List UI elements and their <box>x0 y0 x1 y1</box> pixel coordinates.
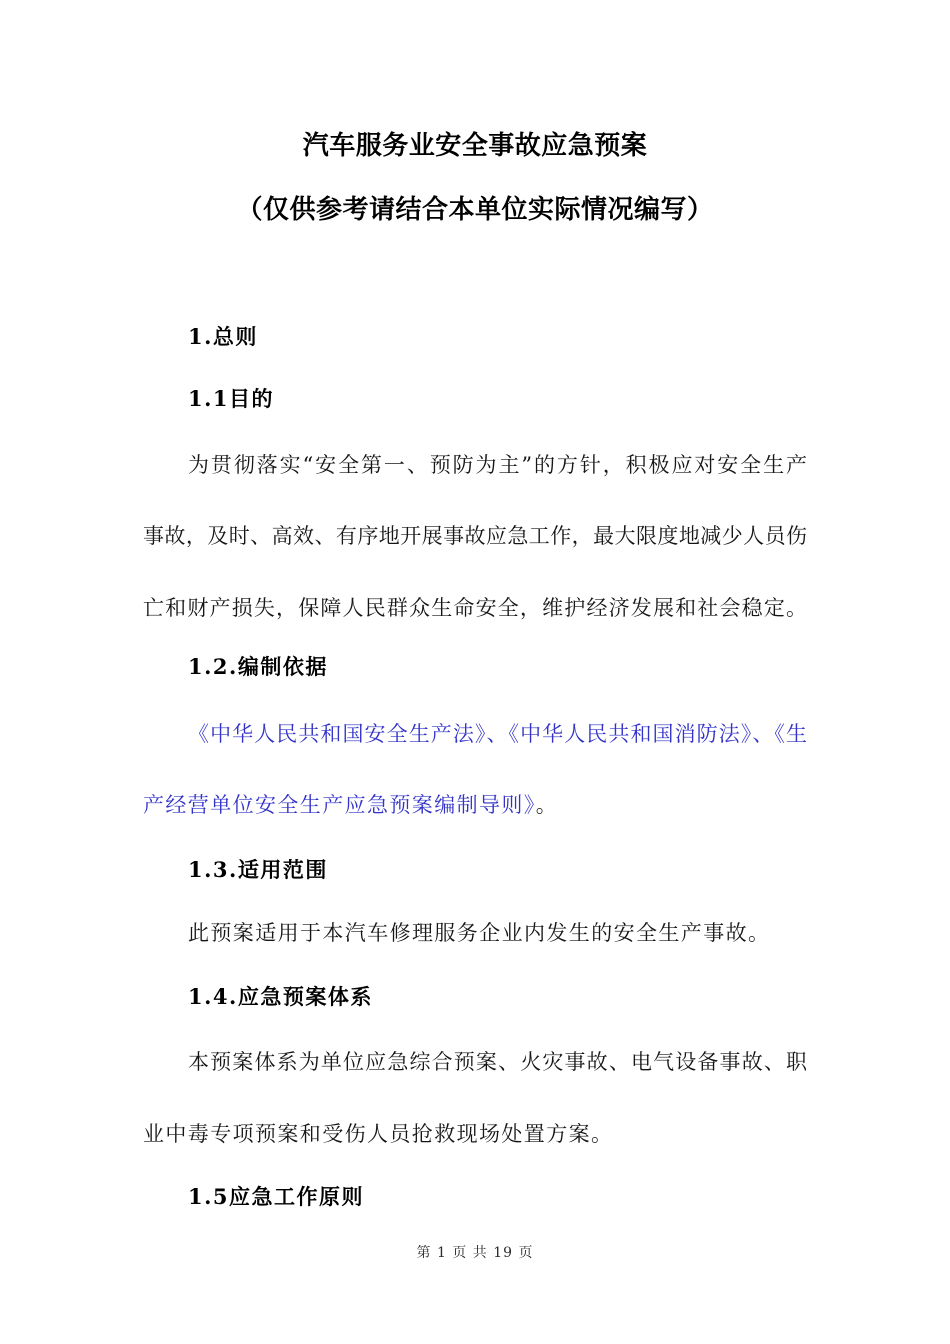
legal-reference-link-line-2 <box>143 790 807 820</box>
legal-reference-link-line-1[interactable]: 《中华人民共和国安全生产法》、《中华人民共和国消防法》、《生 <box>188 722 807 746</box>
sentence-period: 。 <box>535 793 559 817</box>
paragraph-purpose-line-1: 为贯彻落实“安全第一、预防为主”的方针，积极应对安全生产 <box>188 453 807 477</box>
section-heading-1-4: 1.4.应急预案体系 <box>188 984 373 1009</box>
document-title: 汽车服务业安全事故应急预案 <box>302 131 648 161</box>
section-heading-1: 1.总则 <box>188 324 258 349</box>
paragraph-plan-system-line-1: 本预案体系为单位应急综合预案、火灾事故、电气设备事故、职 <box>188 1050 807 1074</box>
paragraph-plan-system-line-2: 业中毒专项预案和受伤人员抢救现场处置方案。 <box>143 1122 614 1146</box>
page-footer <box>0 1242 950 1262</box>
section-heading-1-2: 1.2.编制依据 <box>188 654 328 679</box>
paragraph-purpose-line-2: 事故，及时、高效、有序地开展事故应急工作，最大限度地减少人员伤 <box>143 524 807 548</box>
page-number-label: 第 1 页 共 19 页 <box>416 1245 534 1261</box>
document-subtitle: （仅供参考请结合本单位实际情况编写） <box>236 195 714 225</box>
legal-reference-link-continuation[interactable]: 产经营单位安全生产应急预案编制导则》 <box>143 793 536 817</box>
paragraph-purpose-line-3: 亡和财产损失，保障人民群众生命安全，维护经济发展和社会稳定。 <box>143 596 807 620</box>
section-heading-1-5: 1.5应急工作原则 <box>188 1184 365 1209</box>
section-heading-1-3: 1.3.适用范围 <box>188 857 328 882</box>
paragraph-scope: 此预案适用于本汽车修理服务企业内发生的安全生产事故。 <box>188 921 771 945</box>
section-heading-1-1: 1.1目的 <box>188 386 275 411</box>
